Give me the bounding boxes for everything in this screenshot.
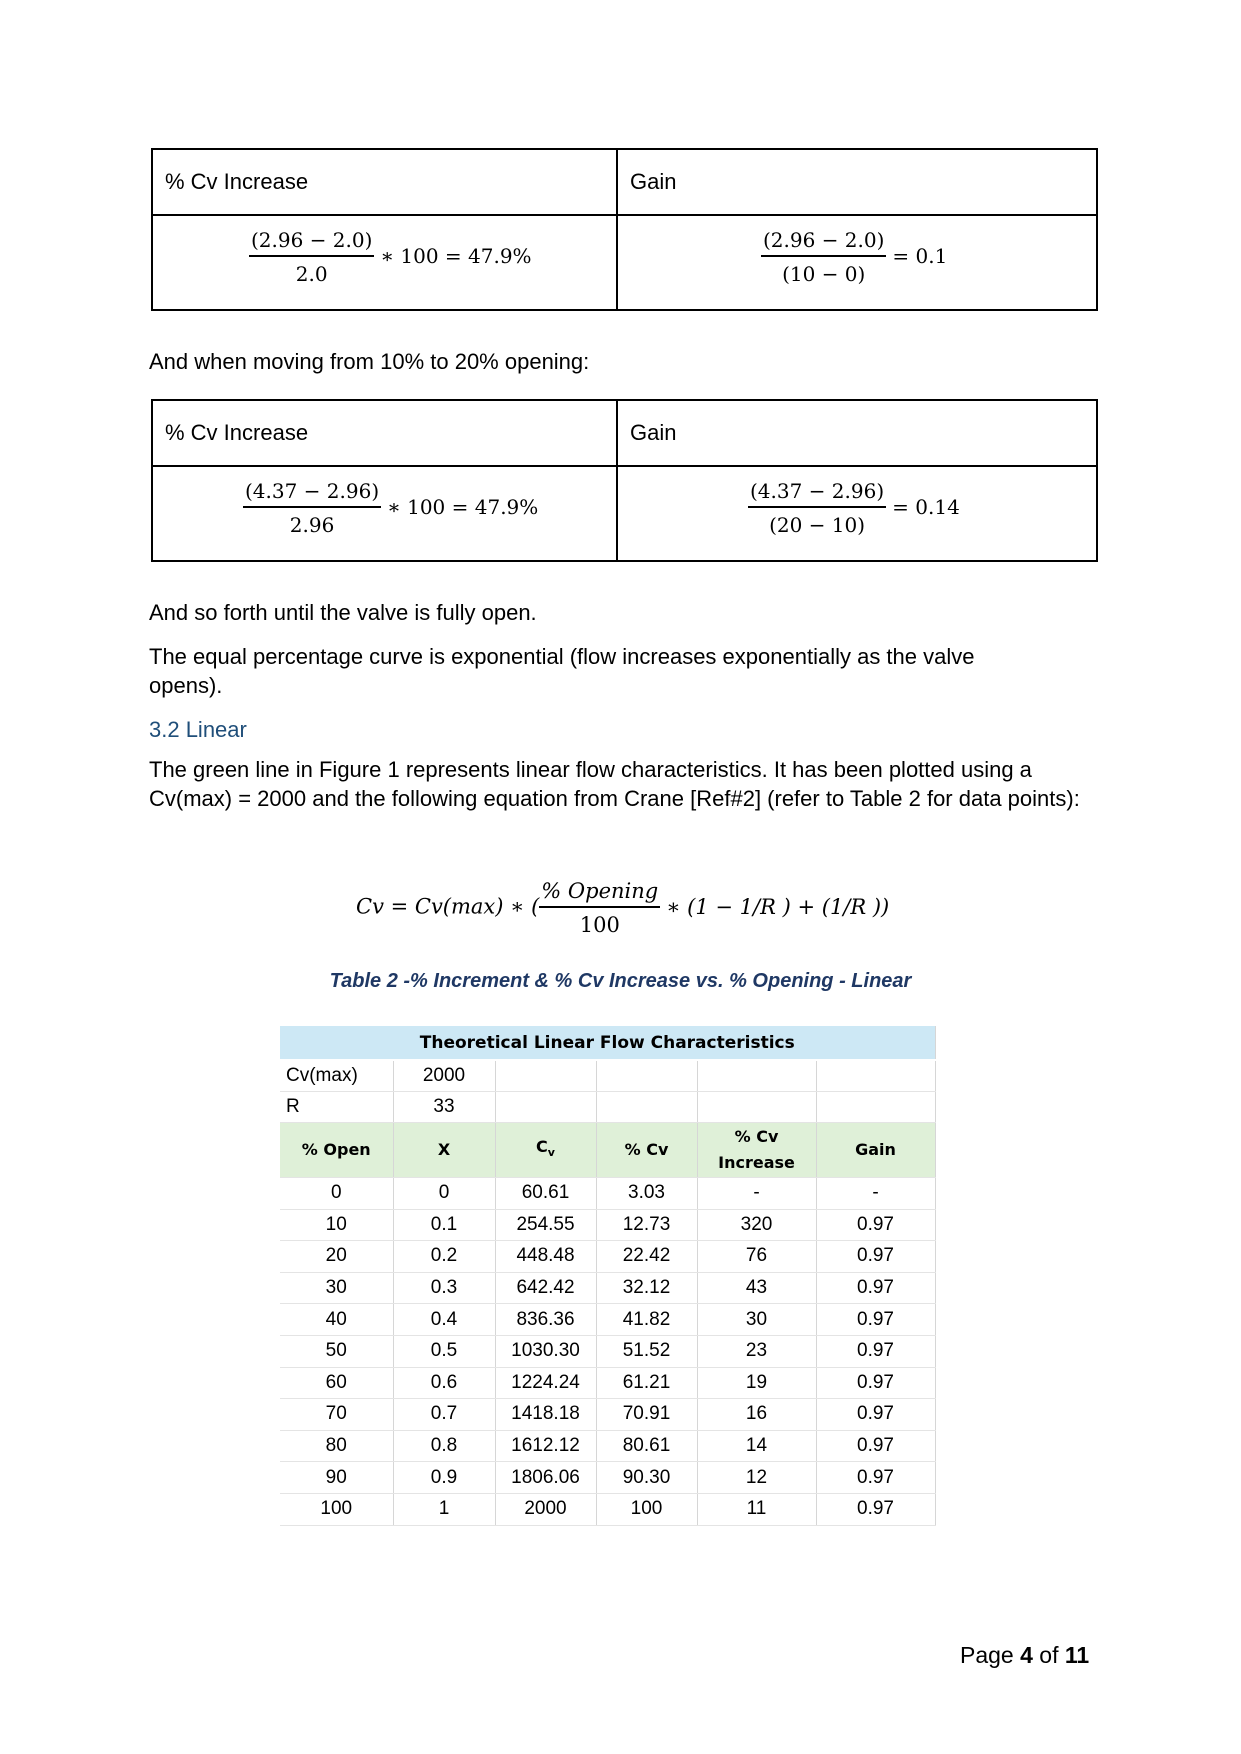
table-row [280,1462,935,1494]
table-cell: 12.73 [596,1209,697,1241]
table-cell: 30 [697,1304,816,1336]
equation-rhs: ∗ (1 − 1/R ) + (1/R )) [666,894,890,919]
table-row [280,1430,935,1462]
fraction [249,229,374,285]
table-cell: 0 [280,1178,393,1210]
table-cell: 32.12 [596,1272,697,1304]
formula-result: ∗ 100 = 47.9% [380,243,532,268]
header-line: % Cv [734,1127,779,1146]
table-cell: 70 [280,1399,393,1431]
table-cell: 2000 [495,1493,596,1525]
formula-result: ∗ 100 = 47.9% [387,494,539,519]
equation-numerator: % Opening [539,880,660,908]
table-row [280,1241,935,1273]
table-cell: 1418.18 [495,1399,596,1431]
table-cell: 836.36 [495,1304,596,1336]
table-cell: 0.5 [393,1335,495,1367]
table-cell: 254.55 [495,1209,596,1241]
param-label: Cv(max) [280,1060,393,1092]
table-header-cv-increase: % Cv Increase [152,400,617,466]
table-cell: 0.3 [393,1272,495,1304]
table-cell: 0.97 [816,1493,935,1525]
table-cell: 50 [280,1335,393,1367]
formula-cv-increase [243,480,544,536]
table-cell: 10 [280,1209,393,1241]
table-cell: 70.91 [596,1399,697,1431]
table-cell: 0.6 [393,1367,495,1399]
table-cell: 0.8 [393,1430,495,1462]
paragraph-so-forth: And so forth until the valve is fully open. [149,600,537,625]
table-cell: 1030.30 [495,1335,596,1367]
table-cell: 0.97 [816,1367,935,1399]
paragraph-equal-percentage: The equal percentage curve is exponential (flow increases exponentially as the valve opens). [149,644,975,698]
table-cell: 12 [697,1462,816,1494]
table-cell: 0.97 [816,1462,935,1494]
section-heading: 3.2 Linear [149,717,247,742]
page-of: of [1039,1642,1059,1668]
page-word: Page [960,1642,1014,1668]
table-cell: 0.97 [816,1272,935,1304]
table-cell: 41.82 [596,1304,697,1336]
header-line: Increase [718,1153,795,1172]
table-cell: 14 [697,1430,816,1462]
table-cell: 19 [697,1367,816,1399]
percent-increase-table-0-to-10 [151,148,1098,311]
table-cell: 0.97 [816,1430,935,1462]
column-header-x: X [393,1123,495,1178]
formula-cv-increase [249,229,538,285]
table-cell: 76 [697,1241,816,1273]
table-cell: 80.61 [596,1430,697,1462]
table-cell: 60 [280,1367,393,1399]
column-header-open: % Open [280,1123,393,1178]
table-cell: 0.9 [393,1462,495,1494]
column-header-cv-increase [697,1123,816,1178]
formula-cell-cv-increase [152,466,617,561]
table-cell: 3.03 [596,1178,697,1210]
table-cell: 0.1 [393,1209,495,1241]
param-value: 33 [393,1092,495,1123]
table-row [280,1335,935,1367]
table-row [280,1493,935,1525]
equation-fraction [539,880,660,936]
paragraph-moving: And when moving from 10% to 20% opening: [149,349,590,374]
table-header-cv-increase: % Cv Increase [152,149,617,215]
fraction-numerator: (4.37 − 2.96) [748,480,886,508]
table-cell: 0.97 [816,1241,935,1273]
param-label: R [280,1092,393,1123]
formula-gain [761,229,953,285]
table-cell: 1806.06 [495,1462,596,1494]
table-cell: 0 [393,1178,495,1210]
column-header-cv [495,1123,596,1178]
table-row [280,1209,935,1241]
table-cell: 90.30 [596,1462,697,1494]
fraction [761,229,886,285]
table-cell: 1224.24 [495,1367,596,1399]
cv-subscript: v [547,1146,555,1160]
formula-cell-gain [617,215,1097,310]
page-total: 11 [1064,1642,1090,1668]
fraction-denominator: 2.96 [289,513,335,537]
table-cell: 1612.12 [495,1430,596,1462]
table-row [280,1399,935,1431]
table-cell: 0.2 [393,1241,495,1273]
table-cell: 0.4 [393,1304,495,1336]
table-cell: 16 [697,1399,816,1431]
page-current: 4 [1020,1642,1033,1668]
equation-lhs: Cv = Cv(max) ∗ ( [356,894,540,919]
fraction-numerator: (4.37 − 2.96) [243,480,381,508]
table-cell: 0.97 [816,1304,935,1336]
table-cell: 0.97 [816,1335,935,1367]
table-caption: Table 2 -% Increment & % Cv Increase vs. % Opening - Linear [329,970,912,992]
fraction-denominator: (20 − 10) [769,513,866,537]
formula-cell-gain [617,466,1097,561]
table-cell: 642.42 [495,1272,596,1304]
fraction-numerator: (2.96 − 2.0) [761,229,886,257]
linear-equation [356,880,895,936]
table-header-gain: Gain [617,400,1097,466]
fraction-denominator: 2.0 [295,262,328,286]
table-row [280,1367,935,1399]
column-header-percent-cv: % Cv [596,1123,697,1178]
cv-main: C [536,1136,548,1156]
table-cell: 90 [280,1462,393,1494]
table-cell: 61.21 [596,1367,697,1399]
table-header-gain: Gain [617,149,1097,215]
table-cell: 0.97 [816,1209,935,1241]
table-cell: - [816,1178,935,1210]
table-title: Theoretical Linear Flow Characteristics [280,1026,935,1060]
table-cell: 23 [697,1335,816,1367]
table-cell: 0.97 [816,1399,935,1431]
formula-result: = 0.14 [892,494,960,519]
table-cell: 100 [280,1493,393,1525]
table-cell: 60.61 [495,1178,596,1210]
table-cell: 22.42 [596,1241,697,1273]
table-cell: 30 [280,1272,393,1304]
fraction [243,480,381,536]
table-row [280,1304,935,1336]
table-cell: 80 [280,1430,393,1462]
table-cell: 51.52 [596,1335,697,1367]
fraction-numerator: (2.96 − 2.0) [249,229,374,257]
table-cell: 0.7 [393,1399,495,1431]
table-cell: 1 [393,1493,495,1525]
formula-result: = 0.1 [892,243,948,268]
table-row [280,1272,935,1304]
equation-denominator: 100 [579,913,620,937]
param-value: 2000 [393,1060,495,1092]
fraction [748,480,886,536]
percent-increase-table-10-to-20 [151,399,1098,562]
table-cell: - [697,1178,816,1210]
table-cell: 40 [280,1304,393,1336]
linear-flow-table [280,1026,936,1526]
formula-gain [748,480,966,536]
table-cell: 100 [596,1493,697,1525]
formula-cell-cv-increase [152,215,617,310]
table-row [280,1178,935,1210]
table-cell: 320 [697,1209,816,1241]
column-header-gain: Gain [816,1123,935,1178]
paragraph-linear: The green line in Figure 1 represents linear flow characteristics. It has been plotted using a Cv(max) = 2000 and the following equation from Crane [Ref#2] (refer to Table 2 for data points): [149,757,1080,811]
fraction-denominator: (10 − 0) [782,262,866,286]
table-cell: 11 [697,1493,816,1525]
table-cell: 43 [697,1272,816,1304]
table-cell: 20 [280,1241,393,1273]
table-cell: 448.48 [495,1241,596,1273]
page-number [960,1642,1089,1669]
